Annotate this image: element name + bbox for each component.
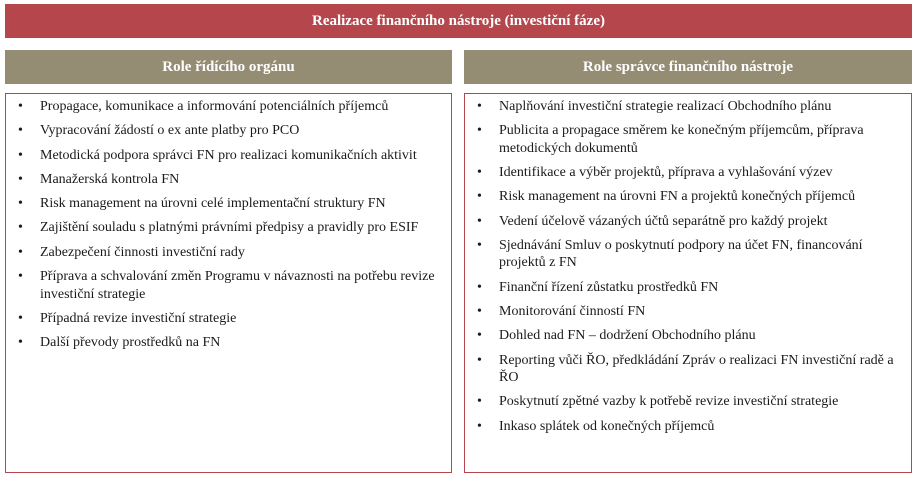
left-role-item — [18, 244, 443, 262]
role-item-text: Vypracování žádostí o ex ante platby pro PCO — [40, 123, 300, 139]
left-role-list — [18, 98, 443, 352]
bullet-icon: • — [477, 328, 482, 344]
right-role-list-box — [464, 93, 912, 473]
role-item-text: Manažerská kontrola FN — [40, 171, 180, 187]
role-item-text: Vedení účelově vázaných účtů separátně pro každý projekt — [499, 213, 828, 229]
bullet-icon: • — [477, 304, 482, 320]
bullet-icon: • — [477, 189, 482, 205]
role-item-text: Zabezpečení činnosti investiční rady — [40, 244, 245, 260]
role-item-text: Reporting vůči ŘO, předkládání Zpráv o realizaci FN investiční radě a ŘO — [499, 352, 894, 386]
role-item-text: Zajištění souladu s platnými právními předpisy a pravidly pro ESIF — [40, 220, 419, 236]
role-item-text: Poskytnutí zpětné vazby k potřebě revize investiční strategie — [499, 394, 839, 410]
bullet-icon: • — [477, 213, 482, 229]
left-role-item — [18, 122, 443, 140]
right-role-item — [477, 213, 903, 231]
role-item-text: Risk management na úrovni celé implementační struktury FN — [40, 196, 386, 212]
right-role-item — [477, 122, 903, 157]
bullet-icon: • — [477, 418, 482, 434]
role-item-text: Inkaso splátek od konečných příjemců — [499, 418, 715, 434]
bullet-icon: • — [18, 147, 23, 163]
role-item-text: Dohled nad FN – dodržení Obchodního plánu — [499, 328, 756, 344]
role-item-text: Identifikace a výběr projektů, příprava a vyhlašování výzev — [499, 165, 833, 181]
role-item-text: Metodická podpora správci FN pro realizaci komunikačních aktivit — [40, 147, 417, 163]
right-role-item — [477, 418, 903, 436]
right-role-item — [477, 237, 903, 272]
right-role-item — [477, 279, 903, 297]
bullet-icon: • — [18, 99, 23, 114]
left-role-item — [18, 98, 443, 116]
bullet-icon: • — [18, 244, 23, 260]
bullet-icon: • — [18, 171, 23, 187]
role-item-text: Risk management na úrovni FN a projektů konečných příjemců — [499, 189, 856, 205]
right-role-item — [477, 164, 903, 182]
right-role-item — [477, 188, 903, 206]
bullet-icon: • — [477, 279, 482, 295]
bullet-icon: • — [477, 99, 482, 114]
left-role-item — [18, 195, 443, 213]
right-role-list — [477, 98, 903, 435]
right-role-item — [477, 327, 903, 345]
bullet-icon: • — [477, 123, 482, 139]
bullet-icon: • — [18, 220, 23, 236]
role-item-text: Naplňování investiční strategie realizací Obchodního plánu — [499, 99, 832, 114]
left-role-item — [18, 147, 443, 165]
right-role-item — [477, 352, 903, 387]
bullet-icon: • — [477, 394, 482, 410]
bullet-icon: • — [477, 352, 482, 368]
bullet-icon: • — [477, 165, 482, 181]
bullet-icon: • — [18, 335, 23, 351]
right-column-header: Role správce finančního nástroje — [464, 50, 912, 84]
right-role-item — [477, 98, 903, 116]
role-item-text: Monitorování činností FN — [499, 304, 646, 320]
role-item-text: Příprava a schvalování změn Programu v návaznosti na potřebu revize investiční strategie — [40, 269, 435, 302]
role-item-text: Případná revize investiční strategie — [40, 310, 237, 326]
bullet-icon: • — [18, 196, 23, 212]
role-item-text: Publicita a propagace směrem ke konečným příjemcům, příprava metodických dokumentů — [499, 123, 864, 156]
left-role-item — [18, 334, 443, 352]
role-item-text: Další převody prostředků na FN — [40, 335, 221, 351]
role-item-text: Propagace, komunikace a informování potenciálních příjemců — [40, 99, 389, 114]
bullet-icon: • — [18, 269, 23, 285]
bullet-icon: • — [18, 310, 23, 326]
right-role-item — [477, 393, 903, 411]
bullet-icon: • — [18, 123, 23, 139]
role-item-text: Finanční řízení zůstatku prostředků FN — [499, 279, 719, 295]
left-role-item — [18, 268, 443, 303]
left-role-item — [18, 310, 443, 328]
left-column-header: Role řídícího orgánu — [5, 50, 452, 84]
role-item-text: Sjednávání Smluv o poskytnutí podpory na účet FN, financování projektů z FN — [499, 237, 863, 271]
bullet-icon: • — [477, 237, 482, 253]
right-role-item — [477, 303, 903, 321]
left-role-list-box — [5, 93, 452, 473]
left-role-item — [18, 219, 443, 237]
diagram-title: Realizace finančního nástroje (investiční fáze) — [5, 4, 912, 38]
left-role-item — [18, 171, 443, 189]
